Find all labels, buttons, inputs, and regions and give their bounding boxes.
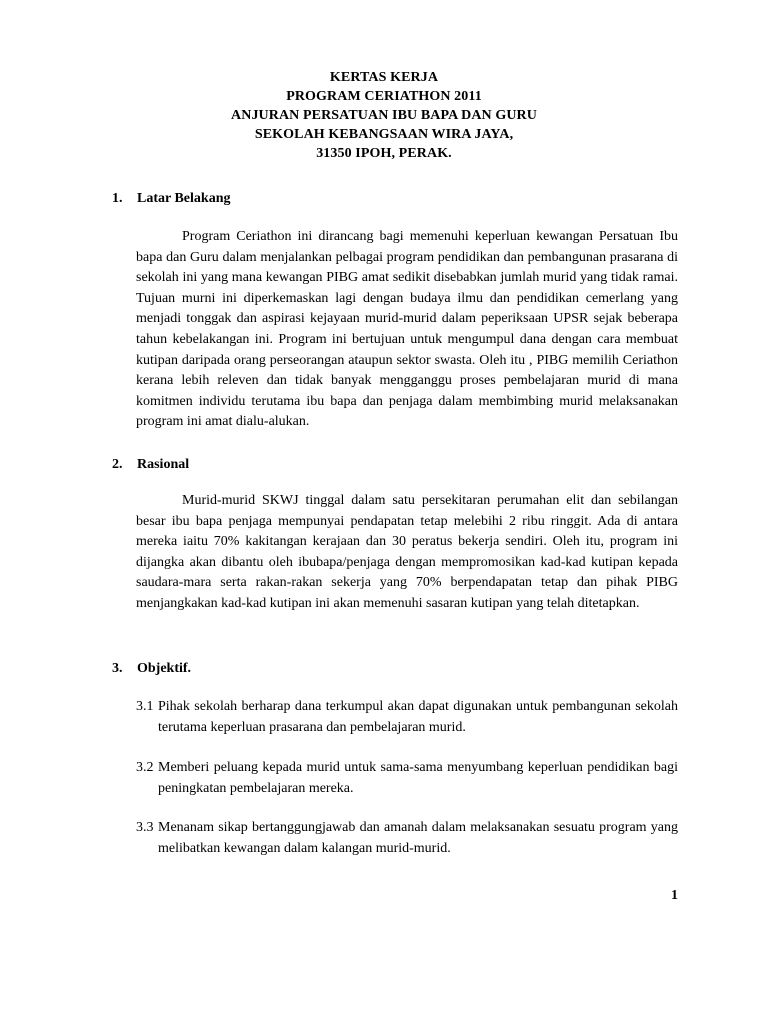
objective-item	[136, 758, 678, 799]
section-heading-objektif	[112, 659, 678, 678]
document-title-block	[0, 68, 768, 163]
title-line-5: 31350 IPOH, PERAK.	[316, 146, 452, 161]
objective-item	[136, 818, 678, 859]
objective-number: 3.2	[136, 760, 154, 775]
section-number: 2.	[112, 457, 123, 472]
section-body-rasional	[136, 491, 678, 615]
section-number: 3.	[112, 661, 123, 676]
title-line-2: PROGRAM CERIATHON 2011	[286, 89, 482, 104]
title-line-4: SEKOLAH KEBANGSAAN WIRA JAYA,	[254, 127, 514, 142]
section-title: Objektif.	[137, 661, 192, 676]
objective-text: Menanam sikap bertanggungjawab dan amanah dalam melaksanakan sesuatu program yang melibatkan kewangan dalam kalangan murid-murid.	[158, 820, 678, 856]
objective-number: 3.1	[136, 699, 154, 714]
title-line-3: ANJURAN PERSATUAN IBU BAPA DAN GURU	[231, 108, 537, 123]
title-line-1: KERTAS KERJA	[329, 70, 439, 85]
section-heading-latar-belakang	[112, 189, 678, 208]
section-number: 1.	[112, 191, 123, 206]
objective-text: Pihak sekolah berharap dana terkumpul akan dapat digunakan untuk pembangunan sekolah terutama keperluan prasarana dan pembelajaran murid.	[158, 699, 678, 735]
paragraph-text: Murid-murid SKWJ tinggal dalam satu persekitaran perumahan elit dan sebilangan besar ibu bapa penjaga mempunyai pendapatan tetap melebihi 2 ribu ringgit. Ada di antara mereka iaitu 70% kakitangan kerajaan dan 30 peratus bekerja sendiri. Oleh itu, program ini dijangka akan dibantu oleh ibubapa/penjaga dengan mempromosikan kad-kad kutipan kepada saudara-mara serta rakan-rakan sekerja yang 70% berpendapatan tetap dan pihak PIBG menjangkakan kad-kad kutipan ini akan memenuhi sasaran kutipan yang telah ditetapkan.	[136, 493, 678, 611]
section-body-latar-belakang	[136, 227, 678, 433]
objective-item	[136, 697, 678, 738]
objective-number: 3.3	[136, 820, 154, 835]
page-number: 1	[671, 888, 678, 903]
paragraph-text: Program Ceriathon ini dirancang bagi memenuhi keperluan kewangan Persatuan Ibu bapa dan Guru dalam menjalankan pelbagai program pendidikan dan pembangunan prasarana di sekolah ini yang mana kewangan PIBG amat sedikit disebabkan jumlah murid yang tidak ramai. Tujuan murni ini diperkemaskan lagi dengan budaya ilmu dan pendidikan cemerlang yang menjadi tonggak dan aspirasi kejayaan murid-murid dalam peperiksaan UPSR sejak beberapa tahun kebelakangan ini. Program ini bertujuan untuk mengumpul dana dengan cara membuat kutipan daripada orang perseorangan ataupun sektor swasta. Oleh itu , PIBG memilih Ceriathon kerana lebih releven dan tidak banyak mengganggu proses pembelajaran murid di mana komitmen individu terutama ibu bapa dan penjaga dalam membimbing murid melaksanakan program ini amat dialu-alukan.	[136, 229, 678, 430]
section-title: Rasional	[137, 457, 190, 472]
objective-text: Memberi peluang kepada murid untuk sama-sama menyumbang keperluan pendidikan bagi peningkatan pembelajaran mereka.	[158, 760, 678, 796]
section-heading-rasional	[112, 455, 678, 474]
section-title: Latar Belakang	[137, 191, 231, 206]
